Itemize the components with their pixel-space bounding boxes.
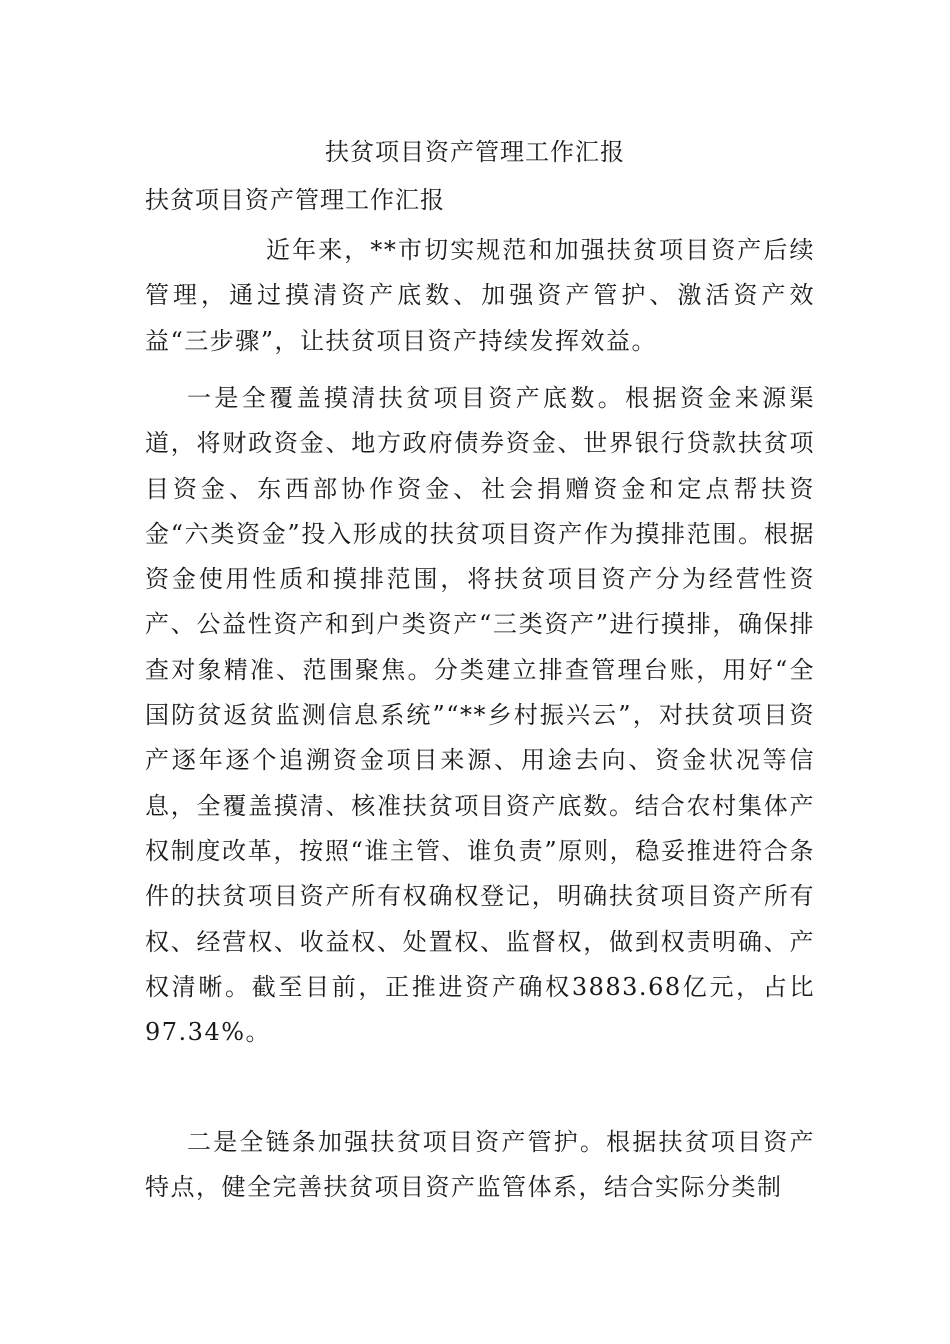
section-two-paragraph: 二是全链条加强扶贫项目资产管护。根据扶贫项目资产特点，健全完善扶贫项目资产监管体系，结合实际分类制 — [145, 1128, 815, 1202]
document-title: 扶贫项目资产管理工作汇报 — [325, 138, 625, 166]
document-subtitle: 扶贫项目资产管理工作汇报 — [145, 186, 445, 214]
intro-paragraph: 近年来，**市切实规范和加强扶贫项目资产后续管理，通过摸清资产底数、加强资产管护、激活资产效益“三步骤”，让扶贫项目资产持续发挥效益。 — [145, 236, 815, 355]
section-one-paragraph: 一是全覆盖摸清扶贫项目资产底数。根据资金来源渠道，将财政资金、地方政府债券资金、世界银行贷款扶贫项目资金、东西部协作资金、社会捐赠资金和定点帮扶资金“六类资金”投入形成的扶贫项目资产作为摸排范围。根据资金使用性质和摸排范围，将扶贫项目资产分为经营性资产、公益性资产和到户类资产“三类资产”进行摸排，确保排查对象精准、范围聚焦。分类建立排查管理台账，用好“全国防贫返贫监测信息系统”“**乡村振兴云”，对扶贫项目资产逐年逐个追溯资金项目来源、用途去向、资金状况等信息，全覆盖摸清、核准扶贫项目资产底数。结合农村集体产权制度改革，按照“谁主管、谁负责”原则，稳妥推进符合条件的扶贫项目资产所有权确权登记，明确扶贫项目资产所有权、经营权、收益权、处置权、监督权，做到权责明确、产权清晰。截至目前，正推进资产确权3883.68亿元，占比97.34%。 — [145, 384, 815, 1047]
